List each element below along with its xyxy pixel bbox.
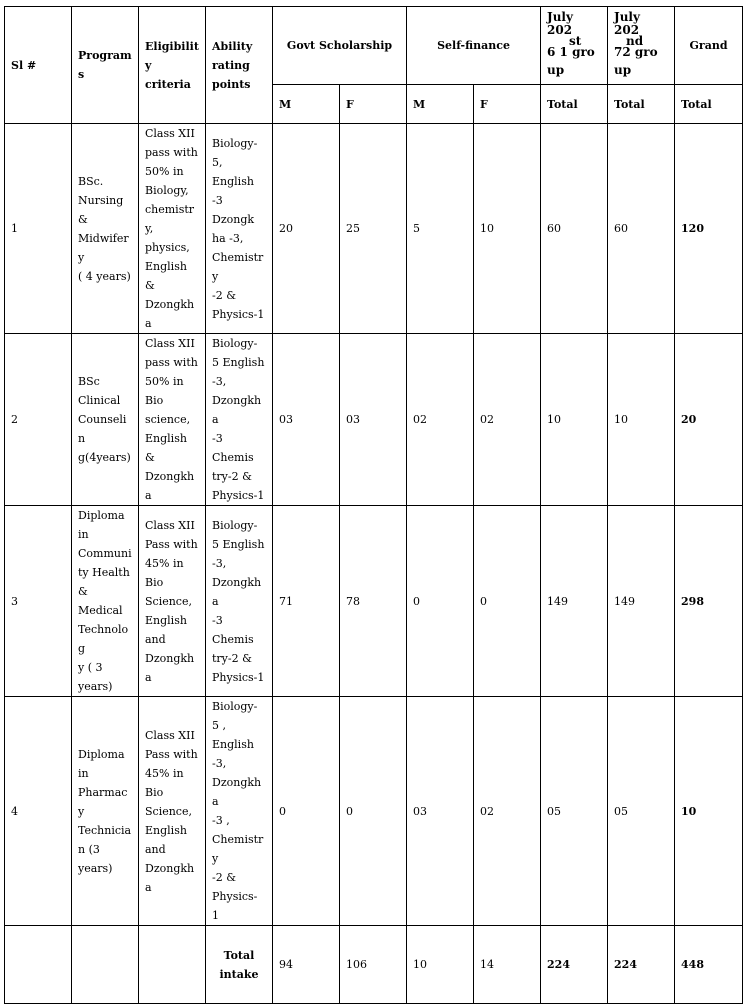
cell-grand-total: 10 <box>675 697 743 926</box>
total-intake-label: Total intake <box>206 926 273 1004</box>
cell-group-1-total: 149 <box>541 506 608 697</box>
cell-program: Diploma in Pharmacy Technicia n (3 years) <box>72 697 139 926</box>
cell-program: Diploma in Communi ty Health & Medical Technolog y ( 3 years) <box>72 506 139 697</box>
header-ability: Ability rating points <box>206 7 273 124</box>
cell-govt-m: 03 <box>273 334 340 506</box>
cell-sl: 2 <box>5 334 72 506</box>
cell-self-m: 0 <box>407 506 474 697</box>
total-govt-f: 106 <box>340 926 407 1004</box>
cell-group-1-total: 05 <box>541 697 608 926</box>
cell-govt-f: 25 <box>340 124 407 334</box>
cell-program-empty <box>72 926 139 1004</box>
subheader-self-m: M <box>407 85 474 124</box>
cell-grand-total: 20 <box>675 334 743 506</box>
cell-grand-total: 120 <box>675 124 743 334</box>
cell-group-1-total: 60 <box>541 124 608 334</box>
subheader-self-f: F <box>474 85 541 124</box>
cell-self-m: 5 <box>407 124 474 334</box>
cell-eligibility: Class XII pass with 50% in Biology, chemistry, physics, English & Dzongkha <box>139 124 206 334</box>
cell-eligibility-empty <box>139 926 206 1004</box>
cell-eligibility: Class XII pass with 50% in Bio science, English & Dzongkha <box>139 334 206 506</box>
cell-program: BSc. Nursing & Midwifery ( 4 years) <box>72 124 139 334</box>
header-sl: Sl # <box>5 7 72 124</box>
cell-self-f: 02 <box>474 697 541 926</box>
cell-group-2-total: 05 <box>608 697 675 926</box>
subheader-grand-total: Total <box>675 85 743 124</box>
cell-group-2-total: 60 <box>608 124 675 334</box>
total-row <box>5 926 743 1004</box>
cell-govt-m: 20 <box>273 124 340 334</box>
subheader-total-2: Total <box>608 85 675 124</box>
header-row <box>5 7 743 85</box>
cell-self-f: 0 <box>474 506 541 697</box>
total-self-m: 10 <box>407 926 474 1004</box>
cell-self-m: 03 <box>407 697 474 926</box>
total-grand: 448 <box>675 926 743 1004</box>
table-row <box>5 506 743 697</box>
cell-govt-f: 03 <box>340 334 407 506</box>
cell-govt-f: 78 <box>340 506 407 697</box>
table-row <box>5 334 743 506</box>
cell-ability: Biology-5, English -3 Dzongk ha -3, Chemistry -2 & Physics-1 <box>206 124 273 334</box>
total-group-2: 224 <box>608 926 675 1004</box>
cell-grand-total: 298 <box>675 506 743 697</box>
header-govt-scholarship: Govt Scholarship <box>273 7 407 85</box>
cell-self-m: 02 <box>407 334 474 506</box>
header-eligibility: Eligibilit y criteria <box>139 7 206 124</box>
cell-group-2-total: 149 <box>608 506 675 697</box>
header-self-finance: Self-finance <box>407 7 541 85</box>
header-program: Program s <box>72 7 139 124</box>
table-row <box>5 124 743 334</box>
total-group-1: 224 <box>541 926 608 1004</box>
cell-self-f: 10 <box>474 124 541 334</box>
cell-eligibility: Class XII Pass with 45% in Bio Science, English and Dzongkha <box>139 506 206 697</box>
cell-group-1-total: 10 <box>541 334 608 506</box>
cell-govt-m: 71 <box>273 506 340 697</box>
cell-self-f: 02 <box>474 334 541 506</box>
cell-sl: 1 <box>5 124 72 334</box>
cell-ability: Biology- 5 English -3, Dzongkha -3 Chemis try-2 & Physics-1 <box>206 334 273 506</box>
header-grand: Grand <box>675 7 743 85</box>
subheader-govt-m: M <box>273 85 340 124</box>
total-self-f: 14 <box>474 926 541 1004</box>
cell-govt-f: 0 <box>340 697 407 926</box>
cell-govt-m: 0 <box>273 697 340 926</box>
cell-ability: Biology- 5 English -3, Dzongkha -3 Chemis try-2 & Physics-1 <box>206 506 273 697</box>
intake-table <box>4 6 743 1004</box>
total-govt-m: 94 <box>273 926 340 1004</box>
subheader-govt-f: F <box>340 85 407 124</box>
header-group-2: July 202 nd 72 gro up <box>608 7 675 85</box>
cell-group-2-total: 10 <box>608 334 675 506</box>
table-row <box>5 697 743 926</box>
header-group-1: July 202 st 6 1 gro up <box>541 7 608 85</box>
subheader-total-1: Total <box>541 85 608 124</box>
cell-program: BSc Clinical Counselin g(4years) <box>72 334 139 506</box>
cell-sl-empty <box>5 926 72 1004</box>
cell-sl: 4 <box>5 697 72 926</box>
cell-ability: Biology- 5 , English -3, Dzongkha -3 , Chemistry -2 & Physics- 1 <box>206 697 273 926</box>
cell-eligibility: Class XII Pass with 45% in Bio Science, English and Dzongkha <box>139 697 206 926</box>
cell-sl: 3 <box>5 506 72 697</box>
